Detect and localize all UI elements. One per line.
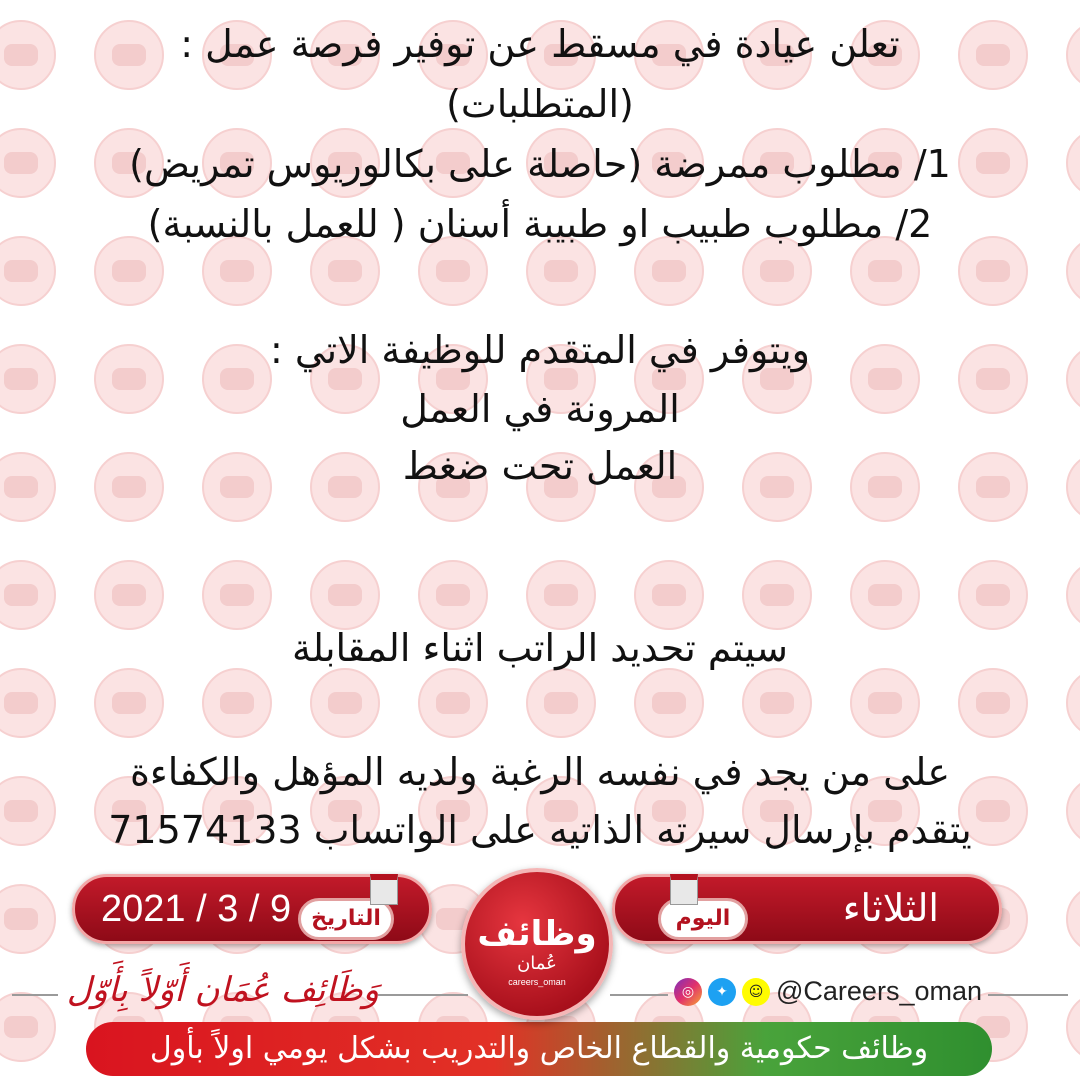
snapchat-icon[interactable]: ☺	[742, 978, 770, 1006]
date-tag: التاريخ	[298, 898, 394, 940]
post-line-quality-1: المرونة في العمل	[400, 387, 680, 431]
watermark-logo-icon	[742, 560, 812, 630]
watermark-logo-icon	[958, 560, 1028, 630]
watermark-logo-icon	[526, 668, 596, 738]
watermark-logo-icon	[0, 884, 56, 954]
divider	[610, 994, 668, 996]
calendar-icon	[670, 874, 698, 905]
watermark-logo-icon	[418, 560, 488, 630]
logo-main-text: وظائف	[477, 914, 597, 954]
watermark-logo-icon	[1066, 992, 1080, 1062]
watermark-logo-icon	[94, 560, 164, 630]
watermark-logo-icon	[634, 560, 704, 630]
watermark-logo-icon	[850, 560, 920, 630]
post-line-requirement-1: 1/ مطلوب ممرضة (حاصلة على بكالوريوس تمريض)	[129, 142, 951, 186]
post-line-apply-2: يتقدم بإرسال سيرته الذاتيه على الواتساب 71574133	[108, 808, 972, 852]
post-line-requirements-heading: (المتطلبات)	[446, 82, 634, 126]
logo-en-text: careers_oman	[508, 977, 566, 987]
wazaif-oman-logo	[461, 868, 613, 1020]
watermark-logo-icon	[1066, 452, 1080, 522]
watermark-logo-icon	[418, 668, 488, 738]
day-value: الثلاثاء	[842, 888, 939, 930]
watermark-logo-icon	[1066, 884, 1080, 954]
watermark-logo-icon	[958, 668, 1028, 738]
slogan: وَظَائِف عُمَان أَوّلاً بِأَوّل	[66, 970, 380, 1010]
watermark-logo-icon	[634, 668, 704, 738]
calendar-icon	[370, 874, 398, 905]
watermark-logo-icon	[1066, 128, 1080, 198]
watermark-logo-icon	[850, 668, 920, 738]
watermark-logo-icon	[0, 992, 56, 1062]
day-tag: اليوم	[658, 898, 748, 940]
watermark-logo-icon	[0, 560, 56, 630]
footer-text: وظائف حكومية والقطاع الخاص والتدريب بشكل يومي اولاً بأول	[149, 1031, 929, 1066]
post-line-intro: تعلن عيادة في مسقط عن توفير فرصة عمل :	[180, 22, 900, 66]
watermark-logo-icon	[1066, 20, 1080, 90]
watermark-logo-icon	[1066, 776, 1080, 846]
post-line-quality-2: العمل تحت ضغط	[402, 444, 678, 488]
footer-bar	[86, 1022, 992, 1076]
instagram-icon[interactable]: ◎	[674, 978, 702, 1006]
divider	[378, 994, 468, 996]
post-line-requirement-2: 2/ مطلوب طبيب او طبيبة أسنان ( للعمل بالنسبة)	[147, 202, 933, 246]
watermark-logo-icon	[1066, 668, 1080, 738]
post-line-salary: سيتم تحديد الراتب اثناء المقابلة	[292, 626, 788, 670]
divider	[12, 994, 58, 996]
watermark-logo-icon	[0, 668, 56, 738]
social-handle[interactable]: @Careers_oman	[776, 976, 982, 1006]
twitter-icon[interactable]: ✦	[708, 978, 736, 1006]
watermark-logo-icon	[94, 668, 164, 738]
watermark-logo-icon	[1066, 236, 1080, 306]
watermark-logo-icon	[202, 560, 272, 630]
post-line-qualities-heading: ويتوفر في المتقدم للوظيفة الاتي :	[269, 328, 811, 372]
watermark-logo-icon	[310, 668, 380, 738]
watermark-logo-icon	[310, 560, 380, 630]
divider	[988, 994, 1068, 996]
post-line-apply-1: على من يجد في نفسه الرغبة ولديه المؤهل والكفاءة	[129, 750, 951, 794]
watermark-logo-icon	[202, 668, 272, 738]
watermark-logo-icon	[1066, 560, 1080, 630]
watermark-logo-icon	[526, 560, 596, 630]
date-value: 2021 / 3 / 9	[101, 888, 292, 930]
logo-sub-text: عُمان	[517, 953, 557, 974]
watermark-logo-icon	[742, 668, 812, 738]
watermark-logo-icon	[1066, 344, 1080, 414]
